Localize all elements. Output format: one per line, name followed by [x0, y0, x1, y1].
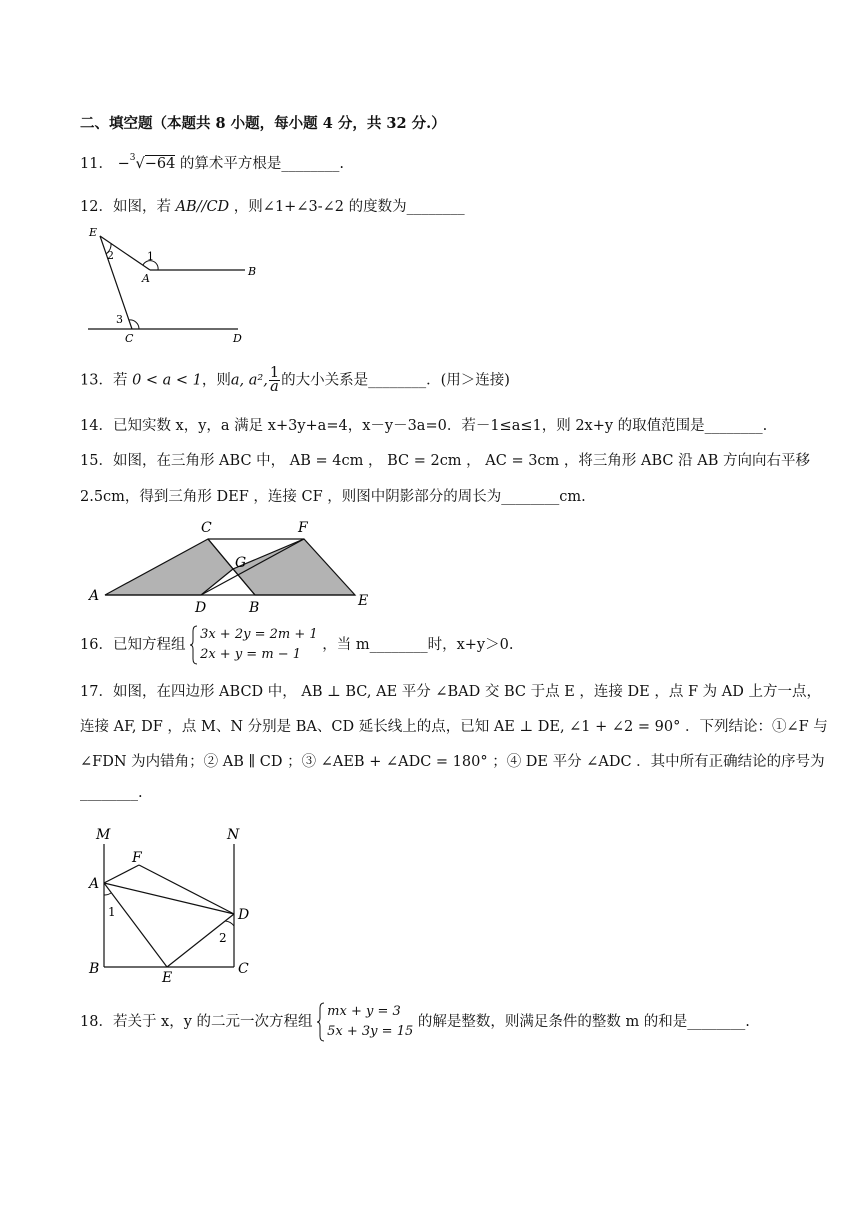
question-15-line2: 2.5cm，得到三角形 DEF ，连接 CF ，则图中阴影部分的周长为________cm.: [80, 489, 586, 505]
label-D: D: [233, 332, 242, 345]
label-C: C: [238, 961, 249, 977]
segment-af: [104, 865, 139, 883]
q13-text: 的大小关系是________．(用＞连接): [281, 372, 510, 389]
q12-text: ，则∠1+∠3-∠2 的度数为________: [233, 199, 465, 215]
q13-frac-den: a: [270, 379, 279, 395]
q16-number: 16．已知方程组: [80, 637, 186, 653]
q13-mid: ，则: [201, 372, 231, 389]
angle-2-arc: [225, 921, 234, 926]
label-angle-2: 2: [107, 249, 114, 262]
q18-eq1: mx + y = 3: [327, 1004, 401, 1019]
q11-minus: −: [117, 156, 130, 172]
question-13: [80, 367, 510, 394]
question-17-line3: ∠FDN 为内错角；② AB ∥ CD ；③ ∠AEB + ∠ADC = 180° ；④ DE 平分 ∠ADC ．其中所有正确结论的序号为: [80, 754, 825, 770]
question-17-line2: 连接 AF, DF ，点 M、N 分别是 BA、CD 延长线上的点，已知 AE ⊥ DE, ∠1 + ∠2 = 90° ．下列结论：①∠F 与: [80, 719, 828, 735]
q18-number: 18．若关于 x，y 的二元一次方程组: [80, 1014, 313, 1030]
shaded-region-left: [105, 539, 233, 595]
label-E: E: [89, 226, 98, 239]
segment-fd: [139, 865, 234, 914]
q15-figure: [85, 515, 385, 615]
q12-number: 12．如图，若: [80, 199, 171, 215]
label-angle-3: 3: [116, 313, 123, 326]
label-N: N: [227, 827, 240, 843]
question-17-line1: 17．如图，在四边形 ABCD 中， AB ⊥ BC, AE 平分 ∠BAD 交 BC 于点 E ，连接 DE ，点 F 为 AD 上方一点，: [80, 684, 821, 700]
label-D: D: [238, 907, 250, 923]
q12-figure: [80, 222, 270, 347]
label-F: F: [132, 850, 142, 866]
left-brace-icon: [190, 625, 198, 665]
label-C: C: [125, 332, 134, 345]
q13-vars: a, a²,: [230, 372, 268, 389]
label-B: B: [249, 600, 260, 615]
radical-sign-icon: √: [135, 156, 145, 172]
label-A: A: [89, 588, 100, 604]
q11-text: 的算术平方根是________.: [179, 156, 345, 172]
q13-number: 13．若: [80, 372, 128, 389]
q13-condition: 0 < a < 1: [132, 372, 202, 389]
label-angle-1: 1: [108, 905, 116, 919]
q11-number: 11．: [80, 156, 113, 172]
q18-text: 的解是整数，则满足条件的整数 m 的和是________.: [417, 1014, 750, 1030]
label-M: M: [96, 827, 111, 843]
question-15-line1: 15．如图，在三角形 ABC 中， AB = 4cm ， BC = 2cm ， AC = 3cm ，将三角形 ABC 沿 AB 方向向右平移: [80, 453, 810, 469]
label-E: E: [358, 593, 369, 609]
question-11: [80, 152, 344, 173]
q18-equation-system: [317, 1002, 413, 1042]
q11-radical-index: 3: [129, 153, 136, 164]
question-16: [80, 625, 513, 665]
label-D: D: [195, 600, 207, 615]
q18-eq2: 5x + 3y = 15: [327, 1024, 414, 1039]
q13-fraction: [269, 367, 280, 394]
label-A: A: [142, 272, 150, 285]
q12-expression: AB//CD: [175, 199, 230, 215]
question-18: [80, 1002, 750, 1042]
label-E: E: [162, 970, 173, 986]
q16-text: ，当 m________时，x+y＞0.: [322, 637, 514, 653]
label-A: A: [89, 876, 100, 892]
question-14: 14．已知实数 x，y，a 满足 x+3y+a=4，x－y－3a=0．若－1≤a≤1，则 2x+y 的取值范围是________.: [80, 418, 768, 434]
question-12: [80, 195, 465, 216]
label-B: B: [89, 961, 100, 977]
label-F: F: [298, 520, 308, 536]
q16-eq2: 2x + y = m − 1: [200, 647, 302, 662]
label-angle-2: 2: [219, 931, 227, 945]
left-brace-icon: [317, 1002, 325, 1042]
q11-radical: [118, 155, 176, 172]
angle-1-arc: [104, 893, 111, 895]
section-title: 二、填空题（本题共 8 小题，每小题 4 分，共 32 分.）: [80, 115, 446, 132]
q13-frac-num: 1: [269, 365, 280, 381]
label-C: C: [201, 520, 212, 536]
q17-figure: [85, 822, 265, 987]
label-G: G: [235, 555, 247, 571]
q16-equation-system: [190, 625, 318, 665]
q16-eq1: 3x + 2y = 2m + 1: [200, 627, 318, 642]
q11-radicand: −64: [144, 156, 176, 172]
label-angle-1: 1: [147, 250, 154, 263]
label-B: B: [248, 265, 257, 278]
question-17-line4: ________.: [80, 785, 143, 801]
